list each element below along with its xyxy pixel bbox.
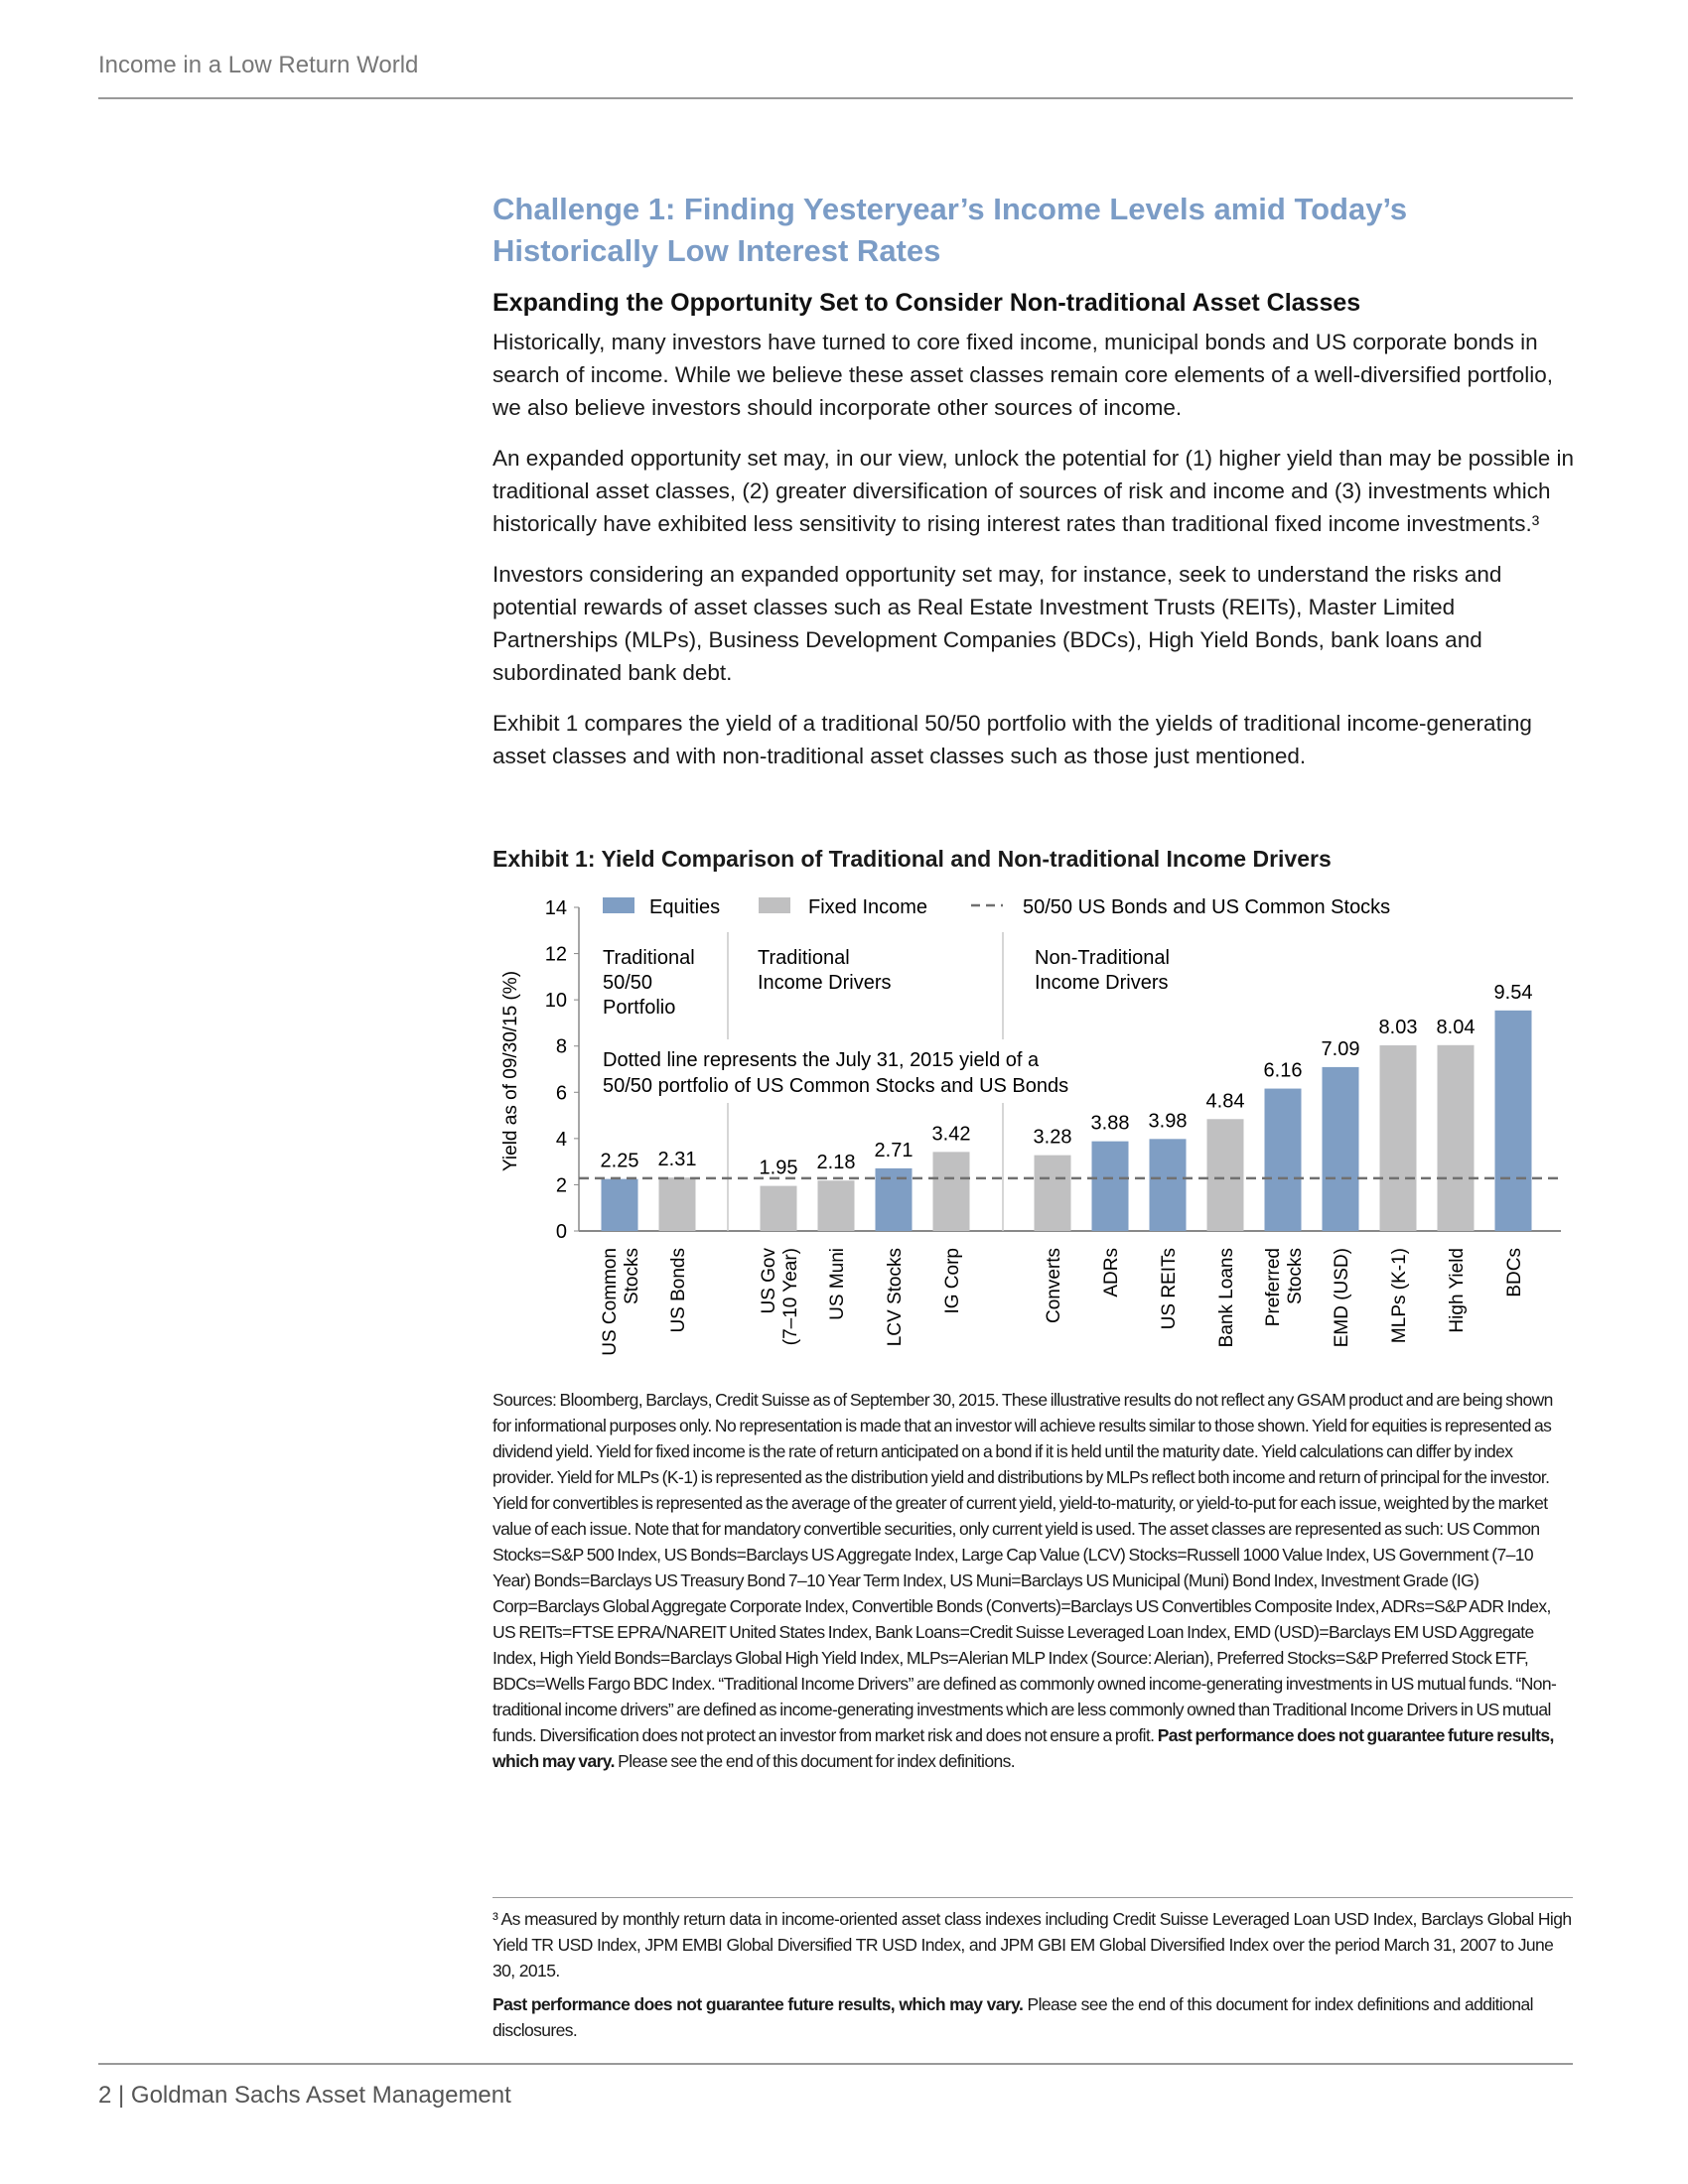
data-label: 1.95: [759, 1157, 798, 1179]
y-tick-label: 4: [555, 1128, 567, 1151]
y-tick-label: 0: [555, 1221, 567, 1243]
footnote-divider: [492, 1897, 1573, 1898]
category-label: (7–10 Year): [780, 1248, 801, 1346]
group-label: Traditional: [603, 947, 695, 969]
category-label: LCV Stocks: [885, 1248, 906, 1347]
sources-note: [492, 1387, 1573, 1774]
bar: [1265, 1089, 1302, 1231]
category-label: MLPs (K-1): [1389, 1248, 1410, 1344]
title-line-2: Historically Low Interest Rates: [492, 233, 941, 268]
category-label: EMD (USD): [1332, 1248, 1352, 1348]
group-label: Traditional: [758, 947, 850, 969]
legend-label: Equities: [649, 896, 721, 918]
legend-label: 50/50 US Bonds and US Common Stocks: [1023, 896, 1391, 918]
group-label: Income Drivers: [1035, 972, 1169, 994]
legend-swatch-equities: [603, 897, 634, 913]
y-tick-label: 12: [544, 943, 567, 966]
data-label: 3.28: [1033, 1126, 1072, 1149]
bar: [1380, 1045, 1417, 1231]
bar: [1495, 1011, 1532, 1231]
paragraph: Historically, many investors have turned to core fixed income, municipal bonds and US corporate bonds in search of income. While we believe these asset classes remain core elements of a well-diversified portfolio, we also believe investors should incorporate other sources of income.: [492, 330, 1553, 420]
data-label: 2.71: [874, 1139, 914, 1161]
y-tick-label: 14: [544, 897, 567, 919]
paragraph: Investors considering an expanded opportunity set may, for instance, seek to understand the risks and potential rewards of asset classes such as Real Estate Investment Trusts (REITs), Master Limited Partnerships (MLPs), Business Development Companies (BDCs), High Yield Bonds, bank loans and subordinated bank debt.: [492, 562, 1502, 685]
bar: [602, 1179, 638, 1231]
category-label: US REITs: [1159, 1248, 1180, 1330]
bar: [1035, 1156, 1071, 1231]
footnote-tail: Please see the end of this document for index definitions and additional disclosures.: [492, 1994, 1533, 2040]
category-label: US Muni: [827, 1248, 848, 1320]
body-text: [492, 326, 1575, 790]
yield-bar-chart: [487, 874, 1579, 1390]
data-label: 2.25: [600, 1150, 639, 1172]
category-label: Converts: [1044, 1248, 1064, 1324]
footnote-3: ³ As measured by monthly return data in income-oriented asset class indexes including Credit Suisse Leveraged Loan USD Index, Barclays Global High Yield TR USD Index, JPM EMBI Global Diversified TR USD Index, and JPM GBI EM Global Diversified Index over the period March 31, 2007 to June 30, 2015.: [492, 1909, 1572, 1980]
paragraph: Exhibit 1 compares the yield of a traditional 50/50 portfolio with the yields of traditional income-generating asset classes and with non-traditional asset classes such as those just mentioned.: [492, 711, 1532, 768]
bar: [761, 1186, 797, 1231]
bar: [933, 1152, 970, 1231]
group-label: Non-Traditional: [1035, 947, 1170, 969]
sources-text: Sources: Bloomberg, Barclays, Credit Suisse as of September 30, 2015. These illustrative results do not reflect any GSAM product and are being shown for informational purposes only. No representation is made that an investor will achieve results similar to those shown. Yield for equities is represented as dividend yield. Yield for fixed income is the rate of return anticipated on a bond if it is held until the maturity date. Yield calculations can differ by index provider. Yield for MLPs (K-1) is represented as the distribution yield and distributions by MLPs reflect both income and return of principal for the investor. Yield for convertibles is represented as the average of the greater of current yield, yield-to-maturity, or yield-to-put for each issue, weighted by the market value of each issue. Note that for mandatory convertible securities, only current yield is used. The asset classes are represented as such: US Common Stocks=S&P 500 Index, US Bonds=Barclays US Aggregate Index, Large Cap Value (LCV) Stocks=Russell 1000 Value Index, US Government (7–10 Year) Bonds=Barclays US Treasury Bond 7–10 Year Term Index, US Muni=Barclays US Municipal (Muni) Bond Index, Investment Grade (IG) Corp=Barclays Global Aggregate Corporate Index, Convertible Bonds (Converts)=Barclays US Convertibles Composite Index, ADRs=S&P ADR Index, US REITs=FTSE EPRA/NAREIT United States Index, Bank Loans=Credit Suisse Leveraged Loan Index, EMD (USD)=Barclays EM USD Aggregate Index, High Yield Bonds=Barclays Global High Yield Index, MLPs=Alerian MLP Index (Source: Alerian), Preferred Stocks=S&P Preferred Stock ETF, BDCs=Wells Fargo BDC Index. “Traditional Income Drivers” are defined as commonly owned income-generating investments in US mutual funds. “Non-traditional income drivers” are defined as income-generating investments which are less commonly owned than Traditional Income Drivers in US mutual funds. Diversification does not protect an investor from market risk and does not ensure a profit.: [492, 1390, 1557, 1745]
data-label: 7.09: [1321, 1037, 1360, 1060]
paragraph: An expanded opportunity set may, in our view, unlock the potential for (1) higher yield than may be possible in traditional asset classes, (2) greater diversification of sources of risk and income and (3) investments which historically have exhibited less sensitivity to rising interest rates than traditional fixed income investments.³: [492, 446, 1574, 536]
header-divider: [98, 97, 1573, 99]
data-label: 8.04: [1436, 1016, 1476, 1038]
legend-label: Fixed Income: [808, 896, 928, 918]
sources-tail: Please see the end of this document for index definitions.: [614, 1751, 1015, 1771]
bar: [659, 1177, 696, 1231]
group-label: Portfolio: [603, 997, 676, 1019]
section-title: [492, 189, 1575, 272]
y-tick-label: 2: [555, 1174, 567, 1197]
page-footer: 2 | Goldman Sachs Asset Management: [98, 2082, 511, 2109]
running-header: Income in a Low Return World: [98, 52, 419, 78]
data-label: 3.98: [1148, 1110, 1188, 1133]
y-tick-label: 10: [544, 990, 567, 1013]
footnote: [492, 1906, 1573, 2043]
chart-annotation: 50/50 portfolio of US Common Stocks and US Bonds: [603, 1075, 1069, 1097]
title-line-1: Challenge 1: Finding Yesteryear’s Income Levels amid Today’s: [492, 192, 1408, 226]
data-label: 4.84: [1205, 1090, 1245, 1113]
exhibit-title: Exhibit 1: Yield Comparison of Traditional and Non-traditional Income Drivers: [492, 846, 1332, 872]
footer-divider: [98, 2063, 1573, 2065]
category-label: ADRs: [1101, 1248, 1122, 1297]
section-subtitle: Expanding the Opportunity Set to Consider Non-traditional Asset Classes: [492, 289, 1361, 317]
data-label: 3.88: [1090, 1112, 1130, 1135]
data-label: 8.03: [1378, 1017, 1418, 1039]
category-label: Stocks: [622, 1248, 642, 1305]
category-label: High Yield: [1447, 1248, 1468, 1333]
bar: [818, 1180, 855, 1231]
category-label: Bank Loans: [1216, 1248, 1237, 1348]
data-label: 6.16: [1263, 1059, 1303, 1082]
category-label: Stocks: [1285, 1248, 1306, 1305]
data-label: 9.54: [1493, 981, 1533, 1004]
bar: [1207, 1119, 1244, 1231]
bar: [1438, 1045, 1475, 1231]
category-label: BDCs: [1504, 1248, 1525, 1297]
chart-annotation: Dotted line represents the July 31, 2015 yield of a: [603, 1049, 1040, 1071]
y-tick-label: 8: [555, 1035, 567, 1058]
group-label: Income Drivers: [758, 972, 892, 994]
category-label: US Gov: [759, 1248, 779, 1314]
footnote-disclaimer: Past performance does not guarantee future results, which may vary.: [492, 1994, 1024, 2014]
data-label: 2.31: [657, 1149, 697, 1171]
category-label: US Common: [600, 1248, 621, 1356]
y-tick-label: 6: [555, 1082, 567, 1105]
bar: [1323, 1067, 1359, 1231]
legend-swatch-fixed-income: [759, 897, 790, 913]
y-axis-label: Yield as of 09/30/15 (%): [500, 970, 521, 1172]
bar: [1150, 1139, 1187, 1231]
group-label: 50/50: [603, 972, 653, 994]
category-label: IG Corp: [942, 1248, 963, 1314]
data-label: 3.42: [931, 1123, 971, 1146]
category-label: US Bonds: [668, 1248, 689, 1333]
bar: [1092, 1142, 1129, 1231]
data-label: 2.18: [816, 1152, 856, 1174]
sources-disclaimer: Past performance does not guarantee future results, which may vary.: [492, 1725, 1554, 1771]
category-label: Preferred: [1263, 1248, 1284, 1327]
